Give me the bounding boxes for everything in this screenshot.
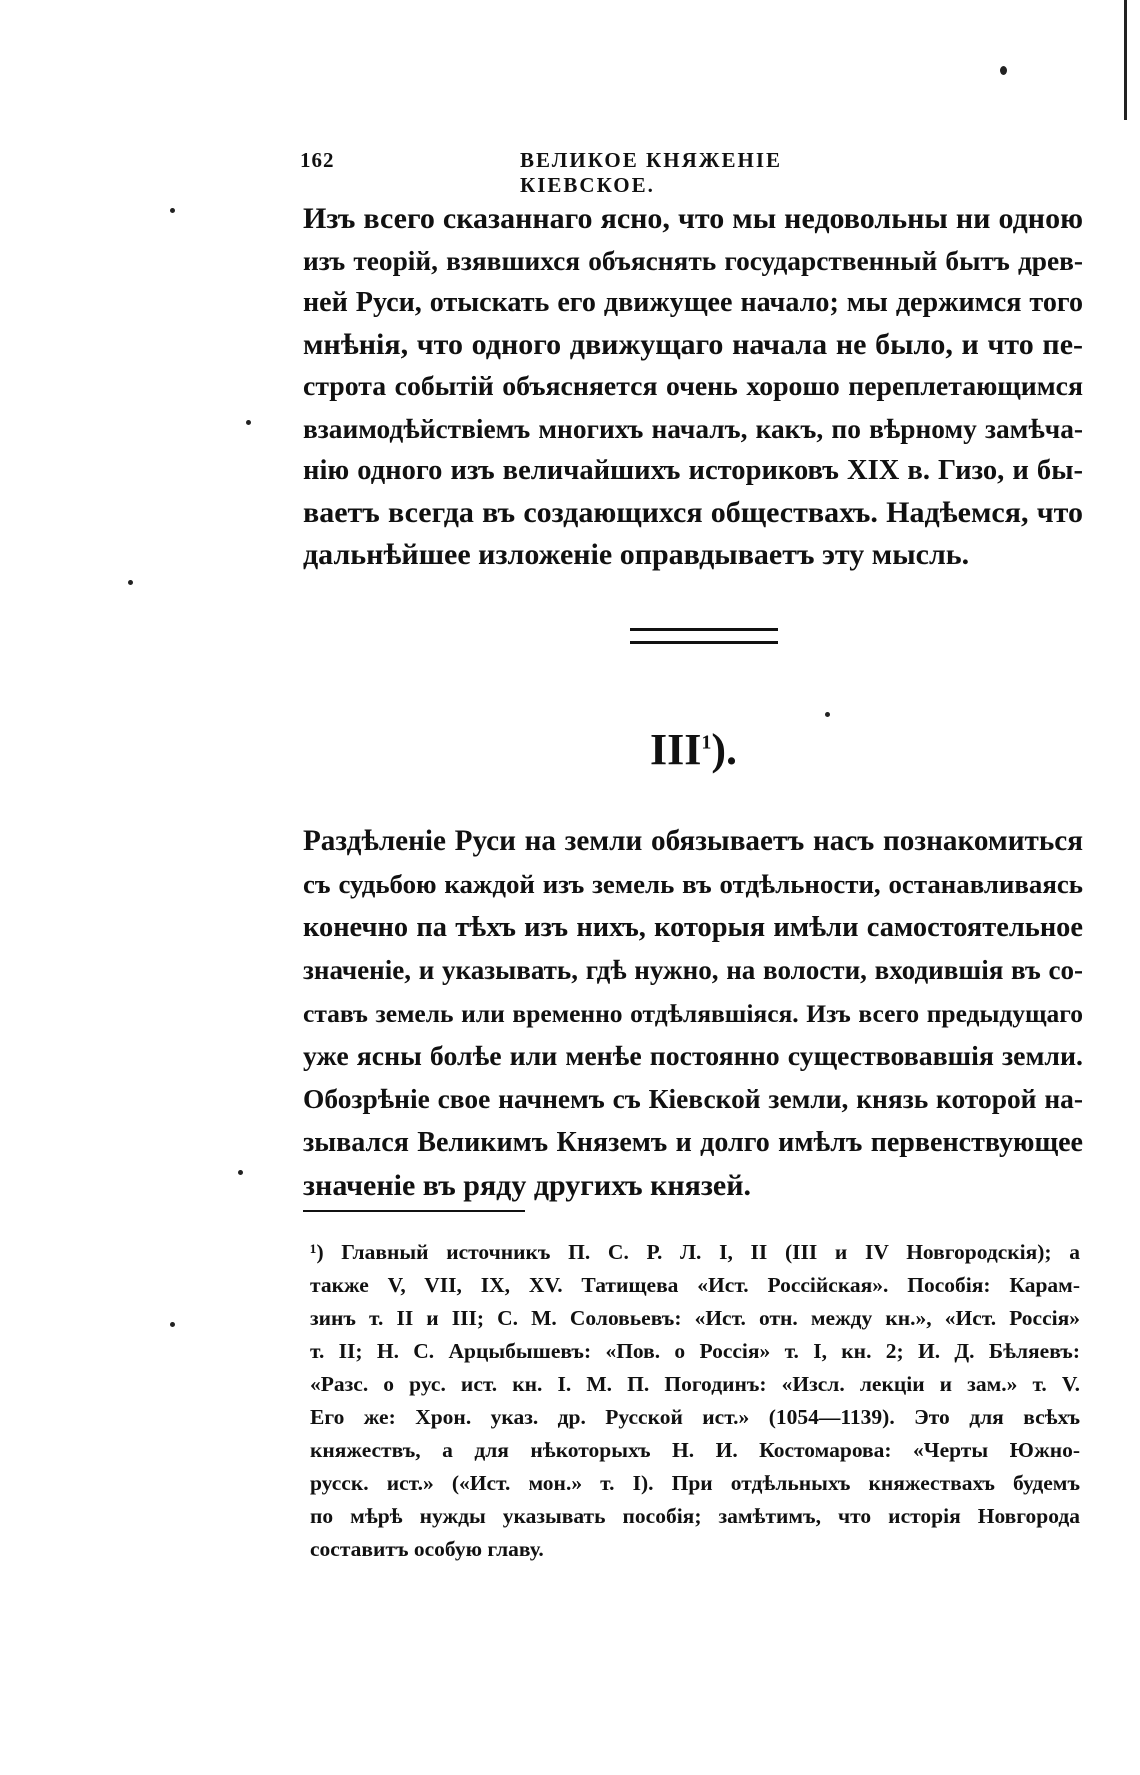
- text-line: ней Руси, отыскать его движущее начало; мы держимся того: [303, 287, 1083, 318]
- text-line: Обозрѣніе свое начнемъ съ Кіевской земли, князь которой на-: [303, 1084, 1083, 1114]
- text-line: конечно па тѣхъ изъ нихъ, которыя имѣли самостоятельное: [303, 912, 1083, 943]
- footnote-line: т. II; Н. С. Арцыбышевъ: «Пов. о Россія» т. I, кн. 2; И. Д. Бѣляевъ:: [310, 1339, 1080, 1363]
- scan-speck: [1000, 66, 1007, 75]
- scan-speck: [825, 712, 830, 717]
- running-title: ВЕЛИКОЕ КНЯЖЕНІЕ КІЕВСКОЕ.: [520, 148, 783, 197]
- section-suffix: ).: [711, 725, 738, 774]
- scan-speck: [170, 208, 175, 213]
- scan-speck: [128, 580, 133, 585]
- footnote-rule: [303, 1210, 525, 1212]
- footnote-line: ¹) Главный источникъ П. С. Р. Л. I, II (III и IV Новгородскія); а: [310, 1240, 1080, 1264]
- text-line: нію одного изъ величайшихъ историковъ XIX в. Гизо, и бы-: [303, 455, 1083, 486]
- footnote-mark: 1: [701, 731, 712, 754]
- text-line: Раздѣленіе Руси на земли обязываетъ насъ познакомиться: [303, 825, 1083, 857]
- text-line: значеніе въ ряду другихъ князей.: [303, 1169, 752, 1202]
- text-line: съ судьбою каждой изъ земель въ отдѣльности, останавливаясь: [303, 869, 1083, 899]
- footnote: [310, 1236, 1080, 1566]
- section-numeral: III: [650, 725, 702, 774]
- text-line: зывался Великимъ Княземъ и долго имѣлъ первенствующее: [303, 1127, 1083, 1158]
- scan-speck: [170, 1322, 175, 1327]
- text-line: Изъ всего сказаннаго ясно, что мы недовольны ни одною: [303, 202, 1083, 235]
- scan-speck: [246, 420, 251, 425]
- text-line: строта событій объясняется очень хорошо переплетающимся: [303, 371, 1083, 402]
- text-line: взаимодѣйствіемъ многихъ началъ, какъ, по вѣрному замѣча-: [303, 414, 1083, 444]
- section-heading: [650, 724, 850, 775]
- text-line: дальнѣйшее изложеніе оправдываетъ эту мысль.: [303, 538, 970, 571]
- footnote-line: составитъ особую главу.: [310, 1537, 544, 1561]
- text-line: уже ясны болѣе или менѣе постоянно существовавшія земли.: [303, 1041, 1083, 1072]
- page-edge: [1124, 0, 1127, 120]
- running-header: [300, 148, 900, 197]
- paragraph-1: [303, 198, 1083, 576]
- footnote-line: Его же: Хрон. указ. др. Русской ист.» (1054—1139). Это для всѣхъ: [310, 1405, 1080, 1429]
- text-line: ставъ земель или временно отдѣлявшіяся. Изъ всего предыдущаго: [303, 999, 1083, 1028]
- text-line: изъ теорій, взявшихся объяснять государственный бытъ древ-: [303, 246, 1083, 276]
- footnote-line: княжествъ, а для нѣкоторыхъ Н. И. Костомарова: «Черты Южно-: [310, 1438, 1080, 1462]
- text-line: мнѣнія, что одного движущаго начала не было, и что пе-: [303, 328, 1083, 361]
- footnote-line: русск. ист.» («Ист. мон.» т. I). При отдѣльныхъ княжествахъ будемъ: [310, 1471, 1080, 1495]
- footnote-line: по мѣрѣ нужды указывать пособія; замѣтимъ, что исторія Новгорода: [310, 1504, 1080, 1528]
- paragraph-2: [303, 820, 1083, 1207]
- text-line: значеніе, и указывать, гдѣ нужно, на волости, входившія въ со-: [303, 955, 1083, 985]
- footnote-line: зинъ т. II и III; С. М. Соловьевъ: «Ист. отн. между кн.», «Ист. Россія»: [310, 1306, 1080, 1330]
- section-divider: [630, 628, 778, 644]
- footnote-line: «Разс. о рус. ист. кн. I. М. П. Погодинъ: «Изсл. лекціи и зам.» т. V.: [310, 1372, 1080, 1396]
- text-line: ваетъ всегда въ создающихся обществахъ. Надѣемся, что: [303, 496, 1083, 529]
- scan-speck: [238, 1170, 243, 1175]
- page-number: 162: [300, 148, 335, 172]
- footnote-line: также V, VII, IX, XV. Татищева «Ист. Россійская». Пособія: Карам-: [310, 1273, 1080, 1297]
